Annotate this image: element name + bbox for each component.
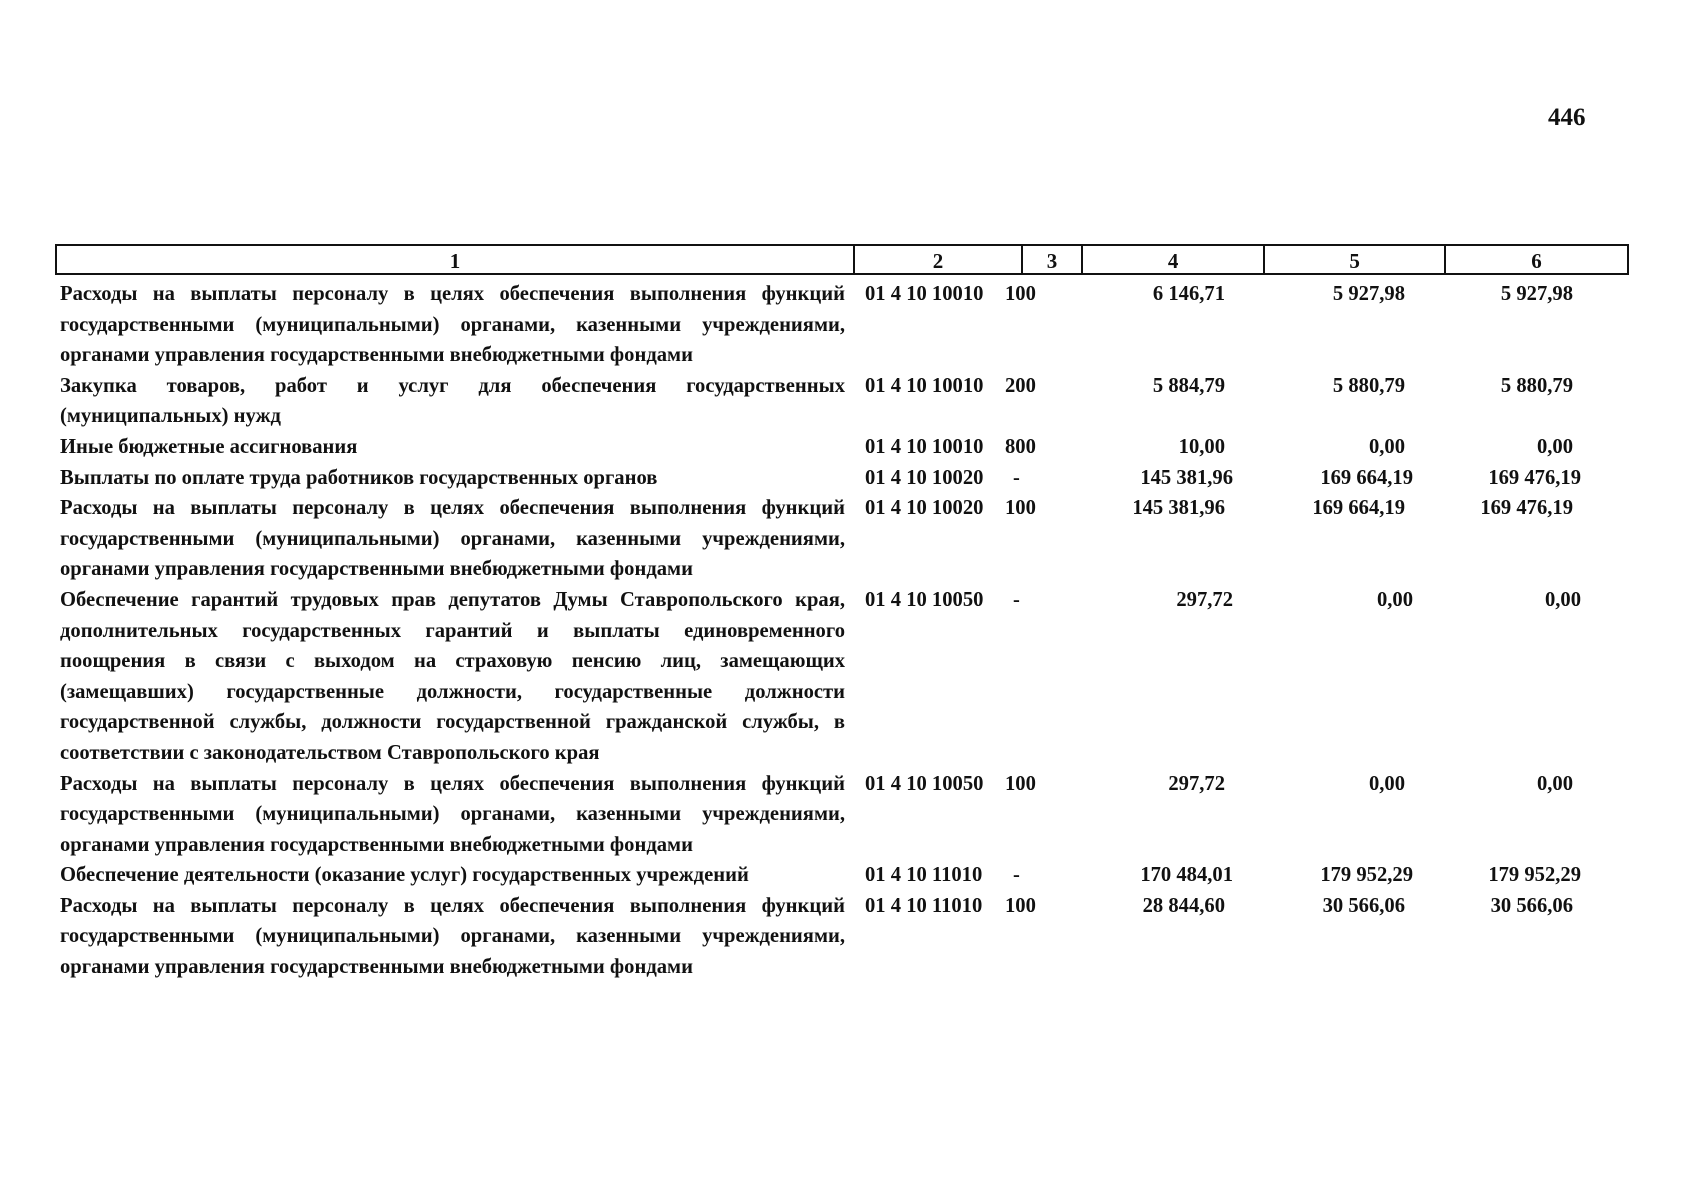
row-code: 01 4 10 11010 bbox=[865, 864, 983, 887]
row-type: 100 bbox=[1005, 894, 1036, 917]
row-value-col-5: 0,00 bbox=[1368, 772, 1405, 795]
row-value-col-6: 0,00 bbox=[1544, 588, 1581, 611]
row-value-col-6: 169 476,19 bbox=[1488, 466, 1581, 489]
row-name: Расходы на выплаты персоналу в целях обеспечения выполнения функций государственными (муниципальными) органами, казенными учреждениями, органами управления государственными внебюджетными фондами bbox=[60, 283, 845, 367]
row-code: 01 4 10 10010 bbox=[865, 374, 984, 397]
header-col-2: 2 bbox=[854, 245, 1022, 274]
row-name: Иные бюджетные ассигнования bbox=[60, 435, 358, 458]
row-value-col-4: 297,72 bbox=[1176, 588, 1233, 611]
row-type: 800 bbox=[1005, 435, 1036, 458]
row-name: Расходы на выплаты персоналу в целях обеспечения выполнения функций государственными (муниципальными) органами, казенными учреждениями, органами управления государственными внебюджетными фондами bbox=[60, 894, 845, 979]
row-type: 200 bbox=[1005, 374, 1036, 397]
row-value-col-6: 179 952,29 bbox=[1488, 864, 1581, 887]
table-row bbox=[60, 585, 1634, 769]
row-value-col-4: 145 381,96 bbox=[1132, 497, 1225, 520]
table-row bbox=[60, 463, 1634, 494]
row-name: Расходы на выплаты персоналу в целях обеспечения выполнения функций государственными (муниципальными) органами, казенными учреждениями, органами управления государственными внебюджетными фондами bbox=[60, 772, 845, 856]
row-value-col-5: 5 927,98 bbox=[1332, 283, 1405, 305]
row-value-col-4: 5 884,79 bbox=[1152, 374, 1225, 397]
page-number: 446 bbox=[1548, 104, 1586, 131]
row-code: 01 4 10 10020 bbox=[865, 466, 984, 489]
row-code: 01 4 10 10010 bbox=[865, 435, 984, 458]
row-value-col-5: 169 664,19 bbox=[1320, 466, 1413, 489]
table-body bbox=[60, 279, 1634, 983]
row-value-col-5: 5 880,79 bbox=[1332, 374, 1405, 397]
table-row bbox=[60, 371, 1634, 432]
row-name: Обеспечение деятельности (оказание услуг) государственных учреждений bbox=[60, 864, 749, 887]
row-code: 01 4 10 11010 bbox=[865, 894, 983, 917]
row-code: 01 4 10 10020 bbox=[865, 497, 984, 520]
header-col-5: 5 bbox=[1264, 245, 1445, 274]
column-header-row bbox=[55, 244, 1629, 275]
row-type: - bbox=[1013, 466, 1020, 489]
row-type: 100 bbox=[1005, 497, 1036, 520]
row-value-col-6: 0,00 bbox=[1536, 772, 1573, 795]
row-value-col-4: 28 844,60 bbox=[1142, 894, 1225, 917]
row-value-col-4: 145 381,96 bbox=[1140, 466, 1233, 489]
table-row bbox=[60, 860, 1634, 891]
row-value-col-5: 179 952,29 bbox=[1320, 864, 1413, 887]
row-type: - bbox=[1013, 864, 1020, 887]
header-col-3: 3 bbox=[1022, 245, 1082, 274]
row-name: Расходы на выплаты персоналу в целях обеспечения выполнения функций государственными (муниципальными) органами, казенными учреждениями, органами управления государственными внебюджетными фондами bbox=[60, 497, 845, 581]
row-value-col-5: 169 664,19 bbox=[1312, 497, 1405, 520]
header-col-1: 1 bbox=[56, 245, 854, 274]
row-value-col-4: 6 146,71 bbox=[1152, 283, 1225, 305]
table-row bbox=[60, 769, 1634, 861]
header-col-6: 6 bbox=[1445, 245, 1628, 274]
row-value-col-6: 30 566,06 bbox=[1490, 894, 1573, 917]
row-code: 01 4 10 10050 bbox=[865, 772, 984, 795]
table-row bbox=[60, 493, 1634, 585]
table-row bbox=[60, 432, 1634, 463]
row-value-col-4: 297,72 bbox=[1168, 772, 1225, 795]
row-value-col-6: 169 476,19 bbox=[1480, 497, 1573, 520]
table-row bbox=[60, 279, 1634, 371]
table-row bbox=[60, 891, 1634, 983]
row-type: 100 bbox=[1005, 772, 1036, 795]
row-type: - bbox=[1013, 588, 1020, 611]
row-name: Закупка товаров, работ и услуг для обеспечения государственных (муниципальных) нужд bbox=[60, 374, 845, 428]
row-value-col-5: 0,00 bbox=[1376, 588, 1413, 611]
row-value-col-5: 30 566,06 bbox=[1322, 894, 1405, 917]
row-value-col-6: 5 880,79 bbox=[1500, 374, 1573, 397]
row-type: 100 bbox=[1005, 283, 1036, 305]
header-col-4: 4 bbox=[1082, 245, 1264, 274]
row-value-col-6: 0,00 bbox=[1536, 435, 1573, 458]
row-value-col-4: 10,00 bbox=[1178, 435, 1225, 458]
row-value-col-4: 170 484,01 bbox=[1140, 864, 1233, 887]
row-value-col-5: 0,00 bbox=[1368, 435, 1405, 458]
row-value-col-6: 5 927,98 bbox=[1500, 283, 1573, 305]
row-name: Выплаты по оплате труда работников государственных органов bbox=[60, 466, 658, 489]
row-code: 01 4 10 10010 bbox=[865, 283, 984, 305]
row-name: Обеспечение гарантий трудовых прав депутатов Думы Ставропольского края, дополнительных государственных гарантий и выплаты единовременного поощрения в связи с выходом на страховую пенсию лиц, замещающих (замещавших) государственные должности, государственные должности государственной службы, должности государственной гражданской службы, в соответствии с законодательством Ставропольского края bbox=[60, 588, 845, 764]
row-code: 01 4 10 10050 bbox=[865, 588, 984, 611]
